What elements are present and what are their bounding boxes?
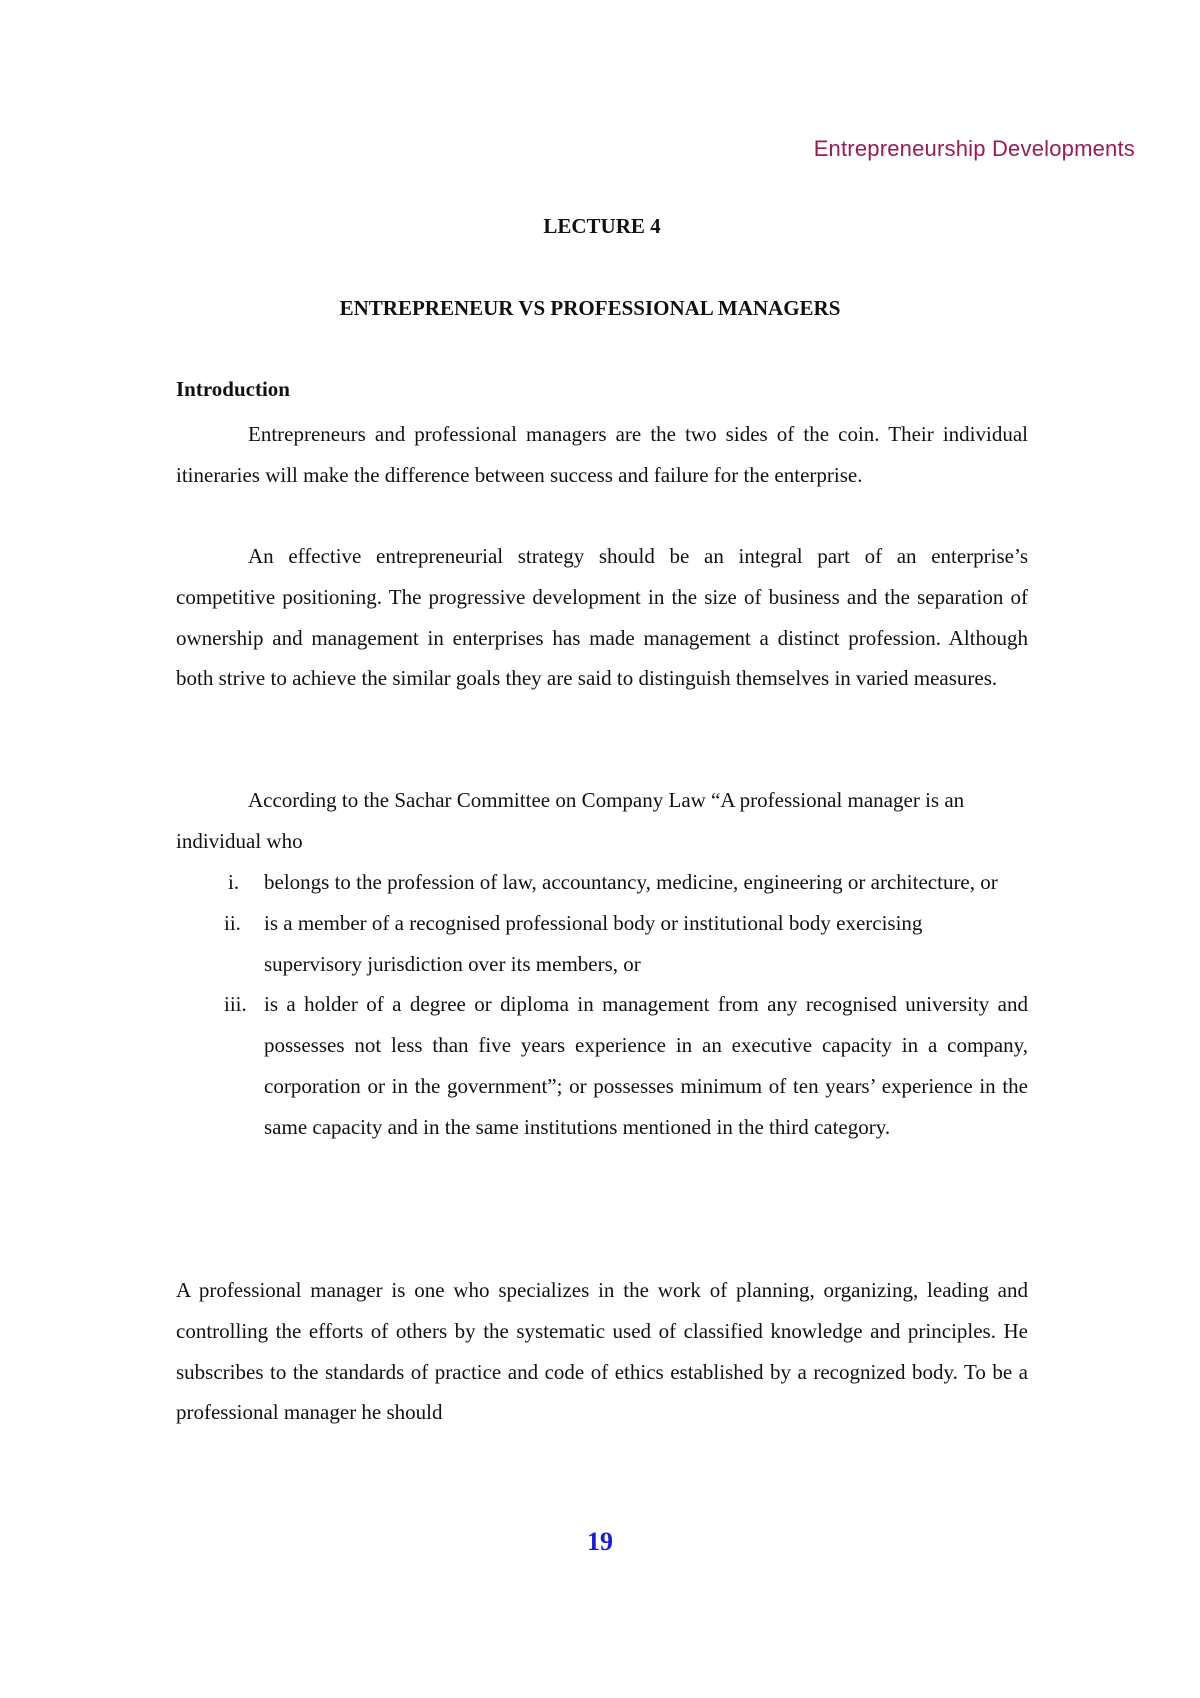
list-item xyxy=(176,903,1012,985)
intro-paragraph-2: An effective entrepreneurial strategy should be an integral part of an enterprise’s competitive positioning. The progressive development in the size of business and the separation of ownership and management in enterprises has made management a distinct profession. Although both strive to achieve the similar goals they are said to distinguish themselves in varied measures. xyxy=(176,544,1028,691)
section-heading-introduction: Introduction xyxy=(176,377,290,401)
lecture-number: LECTURE 4 xyxy=(543,214,661,238)
list-marker: i. xyxy=(228,870,240,894)
list-marker: iii. xyxy=(224,992,247,1017)
chapter-title-text: ENTREPRENEUR VS PROFESSIONAL MANAGERS xyxy=(339,296,841,320)
list-item-text: is a holder of a degree or diploma in management from any recognised university and possesses not less than five years experience in an executive capacity in a company, corporation or in the government”; or possesses minimum of ten years’ experience in the same capacity and in the same institutions mentioned in the third category. xyxy=(264,992,1028,1139)
definition-paragraph: A professional manager is one who specializes in the work of planning, organizing, leading and controlling the efforts of others by the systematic used of classified knowledge and principles. He subscribes to the standards of practice and code of ethics established by a recognized body. To be a professional manager he should xyxy=(176,1278,1028,1425)
page-number: 19 xyxy=(587,1527,613,1556)
qualification-list xyxy=(176,862,1028,1148)
list-marker: ii. xyxy=(224,910,241,935)
sachar-lead-paragraph: According to the Sachar Committee on Company Law “A professional manager is an individual who xyxy=(176,788,965,853)
list-item xyxy=(176,862,1012,903)
list-item-text: is a member of a recognised professional body or institutional body exercising supervisory jurisdiction over its members, or xyxy=(264,910,923,976)
chapter-title xyxy=(176,296,1028,321)
list-item xyxy=(176,984,1028,1147)
list-item-text: belongs to the profession of law, accountancy, medicine, engineering or architecture, or xyxy=(264,870,998,894)
intro-paragraph-1: Entrepreneurs and professional managers are the two sides of the coin. Their individual itineraries will make the difference between success and failure for the enterprise. xyxy=(176,422,1028,487)
running-header: Entrepreneurship Developments xyxy=(813,136,1135,161)
